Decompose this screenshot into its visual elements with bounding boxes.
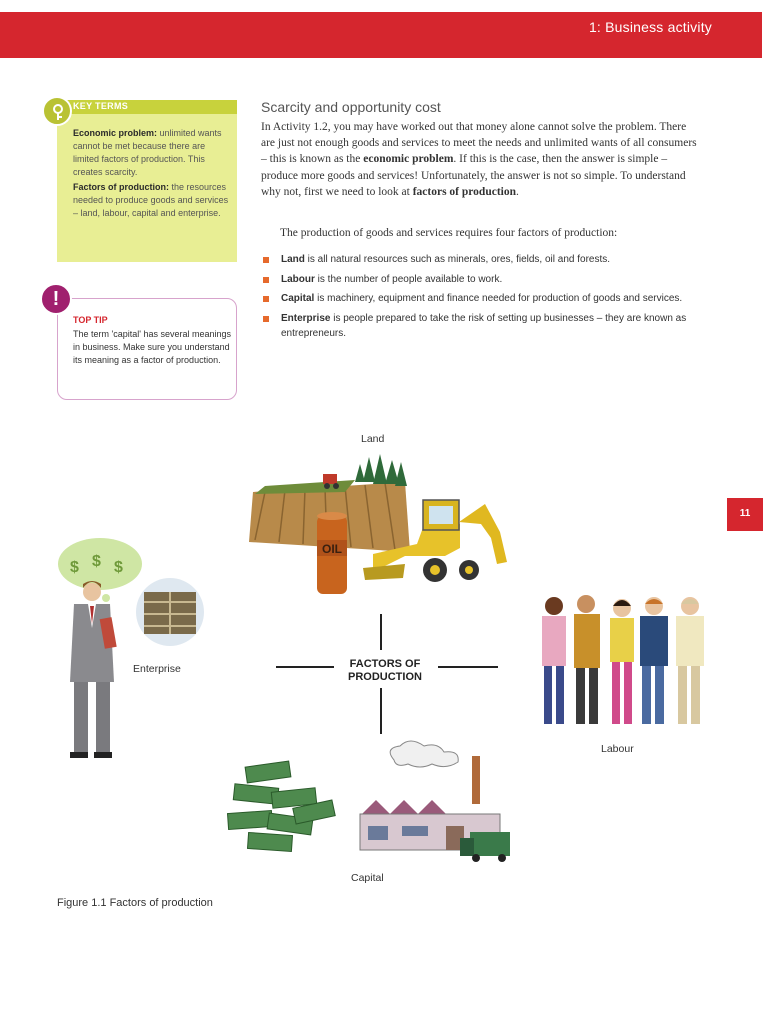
bullet-text: is the number of people available to work. <box>314 273 503 285</box>
top-tip-label: TOP TIP <box>73 315 108 325</box>
list-item <box>262 272 702 288</box>
key-term-economic-problem <box>73 127 233 179</box>
key-term-factors-of-production <box>73 181 233 220</box>
oil-text: OIL <box>322 542 342 556</box>
land-illustration <box>245 452 510 600</box>
svg-text:$: $ <box>92 553 101 570</box>
key-term-definition: unlimited wants cannot be met because there are limited factors of production. This creates scarcity. <box>73 128 222 177</box>
factors-list <box>262 252 702 346</box>
list-item <box>262 311 702 342</box>
factors-of-production-label <box>330 658 440 684</box>
svg-text:$: $ <box>114 559 123 576</box>
labour-label: Labour <box>601 743 634 755</box>
land-label: Land <box>361 433 385 445</box>
connector-line-top <box>380 614 382 650</box>
page-number: 11 <box>739 508 751 519</box>
bullet-term: Land <box>281 254 305 265</box>
bullet-text: is machinery, equipment and finance needed for production of goods and services. <box>314 293 683 304</box>
connector-line-right <box>438 666 498 668</box>
key-terms-body <box>73 127 233 222</box>
key-term-name: Factors of production: <box>73 182 169 192</box>
bullet-term: Labour <box>281 273 315 285</box>
key-icon <box>42 96 72 126</box>
bullet-text: is all natural resources such as minerals, ores, fields, oil and forests. <box>304 254 611 265</box>
labour-illustration <box>528 592 712 736</box>
chapter-title: 1: Business activity <box>588 19 712 35</box>
key-terms-header <box>57 100 237 114</box>
svg-text:$: $ <box>70 559 79 576</box>
bullet-marker <box>263 257 269 263</box>
bullet-marker <box>263 277 269 283</box>
body-text: . <box>516 185 519 198</box>
body-paragraph-2: The production of goods and services requires four factors of production: <box>280 227 618 239</box>
section-heading: Scarcity and opportunity cost <box>261 99 441 115</box>
top-tip-text: The term 'capital' has several meanings in business. Make sure you understand its meaning as a factor of production. <box>73 329 232 365</box>
page-number-tab <box>727 498 763 531</box>
capital-label: Capital <box>351 872 384 884</box>
body-paragraph <box>261 119 701 200</box>
top-tip-box <box>57 298 237 400</box>
body-text: . If this is the case, then the answer is simple – produce more goods and services! Unfortunately, the answer is not so simple. To understand why not, first we need to look at <box>261 153 686 198</box>
bullet-term: Enterprise <box>281 312 331 324</box>
key-term-name: Economic problem: <box>73 128 158 138</box>
capital-illustration <box>224 740 516 868</box>
bullet-marker <box>263 316 269 322</box>
center-label-line: PRODUCTION <box>348 671 422 683</box>
key-terms-box <box>57 100 237 262</box>
enterprise-label: Enterprise <box>133 663 181 675</box>
list-item <box>262 291 702 307</box>
connector-line-bottom <box>380 688 382 734</box>
key-term-definition: the resources needed to produce goods and services – land, labour, capital and enterprise. <box>73 182 229 218</box>
body-text: In Activity 1.2, you may have worked out that money alone cannot solve the problem. There are just not enough goods and services to meet the needs and unlimited wants of all consumers – this is known as the <box>261 121 697 166</box>
bullet-marker <box>263 296 269 302</box>
figure-caption: Figure 1.1 Factors of production <box>57 897 213 909</box>
body-bold-term: factors of production <box>412 185 516 198</box>
enterprise-illustration <box>52 532 210 766</box>
exclamation-icon: ! <box>40 283 72 315</box>
key-terms-label: KEY TERMS <box>73 101 129 111</box>
list-item <box>262 252 702 268</box>
body-bold-term: economic problem <box>363 153 454 166</box>
bullet-text: is people prepared to take the risk of setting up businesses – they are known as entrepreneurs. <box>281 312 687 339</box>
bullet-term: Capital <box>281 293 315 304</box>
center-label-line: FACTORS OF <box>349 658 421 670</box>
connector-line-left <box>276 666 334 668</box>
